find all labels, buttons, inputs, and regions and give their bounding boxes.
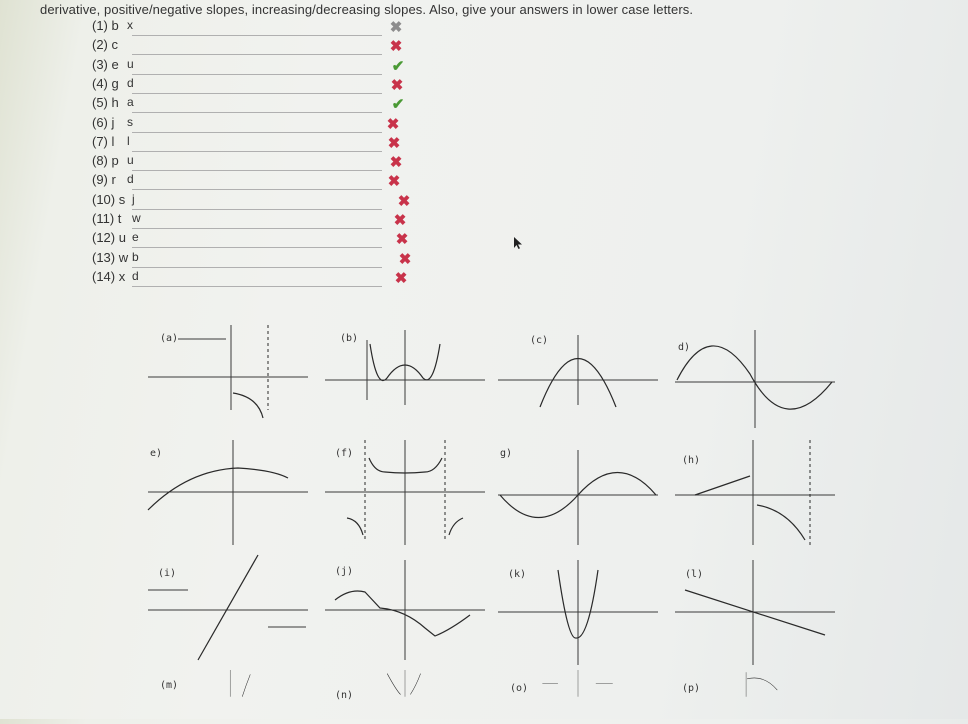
answer-input-line[interactable]: [132, 35, 382, 36]
mouse-pointer-icon: [513, 236, 523, 254]
answer-input-line[interactable]: [132, 54, 382, 55]
question-number: (7) l: [92, 133, 115, 149]
graph-label-g: g): [500, 448, 513, 459]
answer-entry[interactable]: e: [132, 230, 139, 245]
answer-input-line[interactable]: [132, 132, 382, 133]
answer-entry[interactable]: u: [127, 153, 134, 168]
cross-icon: ✖: [387, 173, 401, 191]
question-number: (3) e: [92, 56, 119, 72]
graph-o: [498, 670, 658, 724]
question-number: (9) r: [92, 172, 116, 188]
answer-row: [92, 230, 412, 249]
graph-label-p: (p): [682, 683, 701, 694]
graph-label-d: d): [678, 342, 691, 353]
graph-j: [325, 560, 485, 675]
answer-entry[interactable]: x: [127, 18, 133, 32]
answer-input-line[interactable]: [132, 112, 382, 113]
graph-label-a: (a): [160, 333, 179, 344]
graph-d: [675, 330, 835, 445]
instructions-header: [0, 0, 968, 18]
graph-g: [498, 440, 658, 555]
answer-row: [92, 37, 412, 56]
question-number: (4) g: [92, 75, 119, 91]
answer-row: [92, 95, 412, 114]
cross-icon: ✖: [386, 115, 400, 133]
graph-label-e: e): [150, 448, 163, 459]
answer-entry[interactable]: l: [127, 133, 130, 148]
answer-input-line[interactable]: [132, 74, 382, 75]
answer-input-line[interactable]: [132, 93, 382, 94]
answer-row: [92, 76, 412, 95]
graph-label-j: (j): [335, 566, 354, 577]
answer-entry[interactable]: w: [132, 211, 141, 225]
graph-e: [148, 440, 308, 555]
cross-icon: ✖: [387, 134, 401, 152]
question-number: (2) c: [92, 37, 118, 53]
question-number: (6) j: [92, 114, 115, 130]
cross-icon: ✖: [394, 269, 408, 287]
cross-icon: ✖: [397, 192, 411, 210]
answer-row: [92, 250, 412, 269]
graph-m: [148, 670, 308, 724]
question-number: (11) t: [92, 211, 122, 226]
answer-input-line[interactable]: [132, 286, 382, 287]
graph-label-n: (n): [335, 690, 354, 701]
answer-row: [92, 134, 412, 153]
graph-label-k: (k): [508, 569, 527, 580]
question-number: (8) p: [92, 153, 119, 169]
answer-entry[interactable]: d: [127, 172, 134, 187]
graph-label-l: (l): [685, 569, 704, 580]
graph-c: [498, 335, 658, 450]
answer-entry[interactable]: d: [132, 268, 139, 283]
graph-label-h: (h): [682, 455, 701, 466]
check-icon: ✔: [391, 96, 405, 114]
answer-input-line[interactable]: [132, 189, 382, 190]
question-number: (5) h: [92, 95, 119, 111]
cross-icon: ✖: [390, 76, 404, 94]
answer-entry[interactable]: j: [132, 191, 135, 206]
graph-label-o: (o): [510, 683, 529, 694]
graph-label-c: (c): [530, 335, 549, 346]
question-number: (12) u: [92, 230, 126, 246]
graph-label-b: (b): [340, 333, 359, 344]
graph-label-m: (m): [160, 680, 179, 691]
question-number: (13) w: [92, 249, 129, 265]
answer-entry[interactable]: u: [127, 56, 134, 71]
answer-row: [92, 172, 412, 191]
answer-entry[interactable]: b: [132, 249, 139, 264]
answer-entry[interactable]: d: [127, 75, 134, 90]
cross-icon: ✖: [398, 250, 412, 268]
answer-row: [92, 115, 412, 134]
cross-icon: ✖: [389, 154, 403, 172]
cross-icon: ✖: [395, 231, 409, 249]
cross-icon: ✖: [389, 19, 403, 36]
answer-entry[interactable]: a: [127, 95, 134, 110]
instructions-text: derivative, positive/negative slopes, increasing/decreasing slopes. Also, give your answers in lower case letters.: [40, 2, 694, 17]
answer-row: [92, 192, 412, 211]
answer-input-line[interactable]: [132, 267, 382, 268]
check-icon: ✔: [391, 57, 405, 75]
answer-input-line[interactable]: [132, 209, 382, 210]
answer-row: [92, 57, 412, 76]
cross-icon: ✖: [393, 212, 407, 229]
answer-input-line[interactable]: [132, 247, 382, 248]
question-number: (1) b: [92, 18, 119, 33]
answer-row: [92, 211, 412, 230]
cross-icon: ✖: [389, 38, 403, 56]
graph-label-f: (f): [335, 448, 354, 459]
graph-b: [325, 330, 485, 445]
answer-row: [92, 153, 412, 172]
answer-input-line[interactable]: [132, 170, 382, 171]
answer-row: [92, 18, 412, 37]
answer-input-line[interactable]: [132, 228, 382, 229]
graph-p: [675, 670, 835, 724]
answer-input-line[interactable]: [132, 151, 382, 152]
answer-entry[interactable]: s: [127, 114, 133, 129]
question-number: (14) x: [92, 268, 126, 284]
question-number: (10) s: [92, 191, 126, 207]
answer-row: [92, 269, 412, 288]
graph-label-i: (i): [158, 568, 177, 579]
